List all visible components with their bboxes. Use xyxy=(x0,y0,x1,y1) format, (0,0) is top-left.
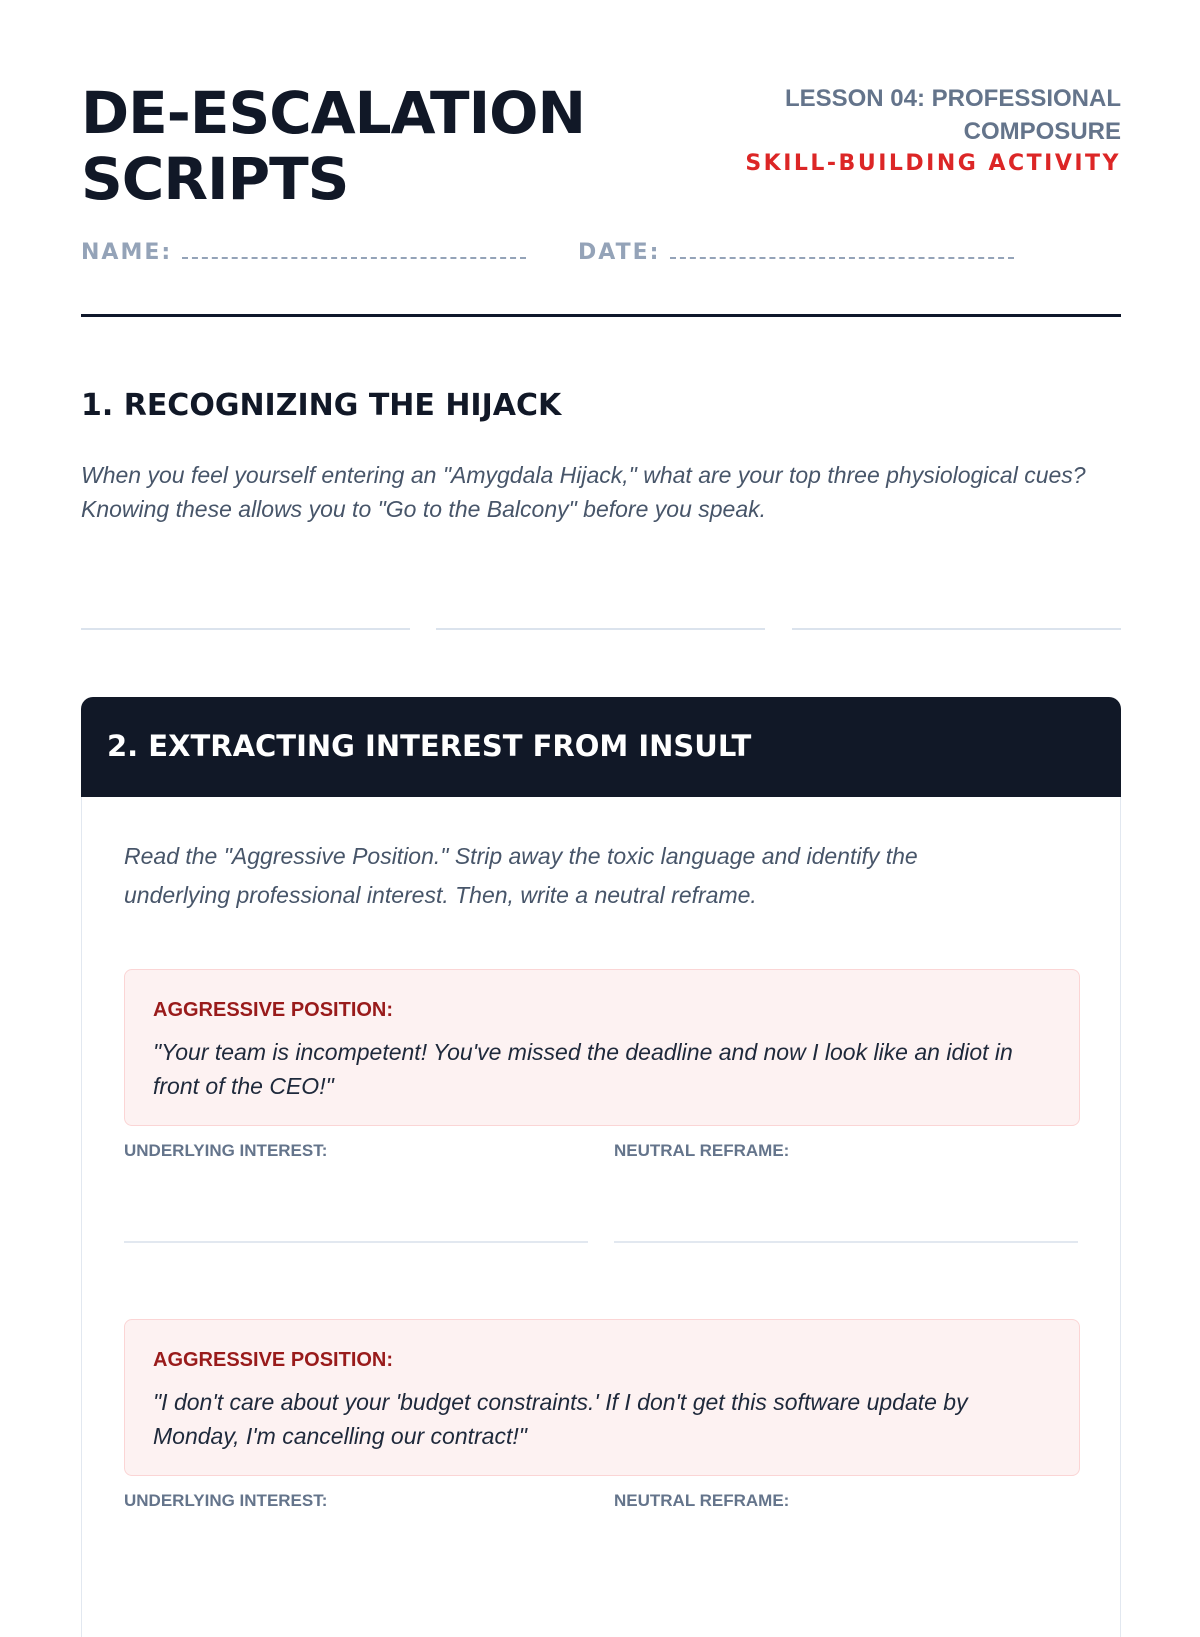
title-line-2: SCRIPTS xyxy=(81,145,349,213)
worksheet-header xyxy=(81,80,1121,220)
name-field[interactable] xyxy=(81,240,526,265)
aggressive-position-quote: "I don't care about your 'budget constraints.' If I don't get this software update by Monday, I'm cancelling our contract!" xyxy=(153,1389,968,1449)
page-title xyxy=(81,80,701,212)
neutral-reframe-line[interactable] xyxy=(614,1241,1078,1243)
aggressive-position-label: AGGRESSIVE POSITION: xyxy=(153,999,394,1021)
section-1-title: 1. RECOGNIZING THE HIJACK xyxy=(81,388,562,423)
cue-answer-line-2[interactable] xyxy=(436,628,765,630)
activity-label: SKILL-BUILDING ACTIVITY xyxy=(745,151,1121,176)
name-blank[interactable] xyxy=(182,257,526,259)
section-2-intro: Read the "Aggressive Position." Strip away the toxic language and identify the underlying professional interest. Then, write a neutral reframe. xyxy=(124,843,918,908)
date-field[interactable] xyxy=(578,240,1014,265)
lesson-line-1: LESSON 04: PROFESSIONAL xyxy=(784,85,1121,112)
worksheet-page xyxy=(81,0,1121,1600)
neutral-reframe-label: NEUTRAL REFRAME: xyxy=(614,1491,790,1510)
header-divider xyxy=(81,314,1121,317)
aggressive-position-box xyxy=(124,1319,1080,1476)
aggressive-position-quote: "Your team is incompetent! You've missed the deadline and now I look like an idiot in front of the CEO!" xyxy=(153,1039,1013,1099)
aggressive-position-label: AGGRESSIVE POSITION: xyxy=(153,1349,394,1371)
student-fields xyxy=(81,240,1121,274)
underlying-interest-label: UNDERLYING INTEREST: xyxy=(124,1141,328,1160)
lesson-info xyxy=(701,82,1121,180)
lesson-line-2: COMPOSURE xyxy=(963,118,1121,145)
title-line-1: DE-ESCALATION xyxy=(81,79,586,147)
section-2-header xyxy=(81,697,1121,797)
underlying-interest-label: UNDERLYING INTEREST: xyxy=(124,1491,328,1510)
section-2-card xyxy=(81,697,1121,1637)
section-2-title: 2. EXTRACTING INTEREST FROM INSULT xyxy=(107,729,752,763)
cue-answer-line-3[interactable] xyxy=(792,628,1121,630)
date-blank[interactable] xyxy=(670,257,1014,259)
date-label: DATE: xyxy=(578,240,661,265)
neutral-reframe-label: NEUTRAL REFRAME: xyxy=(614,1141,790,1160)
section-1-prompt: When you feel yourself entering an "Amygdala Hijack," what are your top three physiological cues? Knowing these allows you to "Go to the Balcony" before you speak. xyxy=(81,462,1086,522)
aggressive-position-box xyxy=(124,969,1080,1126)
name-label: NAME: xyxy=(81,240,173,265)
underlying-interest-line[interactable] xyxy=(124,1241,588,1243)
cue-answer-line-1[interactable] xyxy=(81,628,410,630)
section-2-body xyxy=(81,797,1121,1637)
